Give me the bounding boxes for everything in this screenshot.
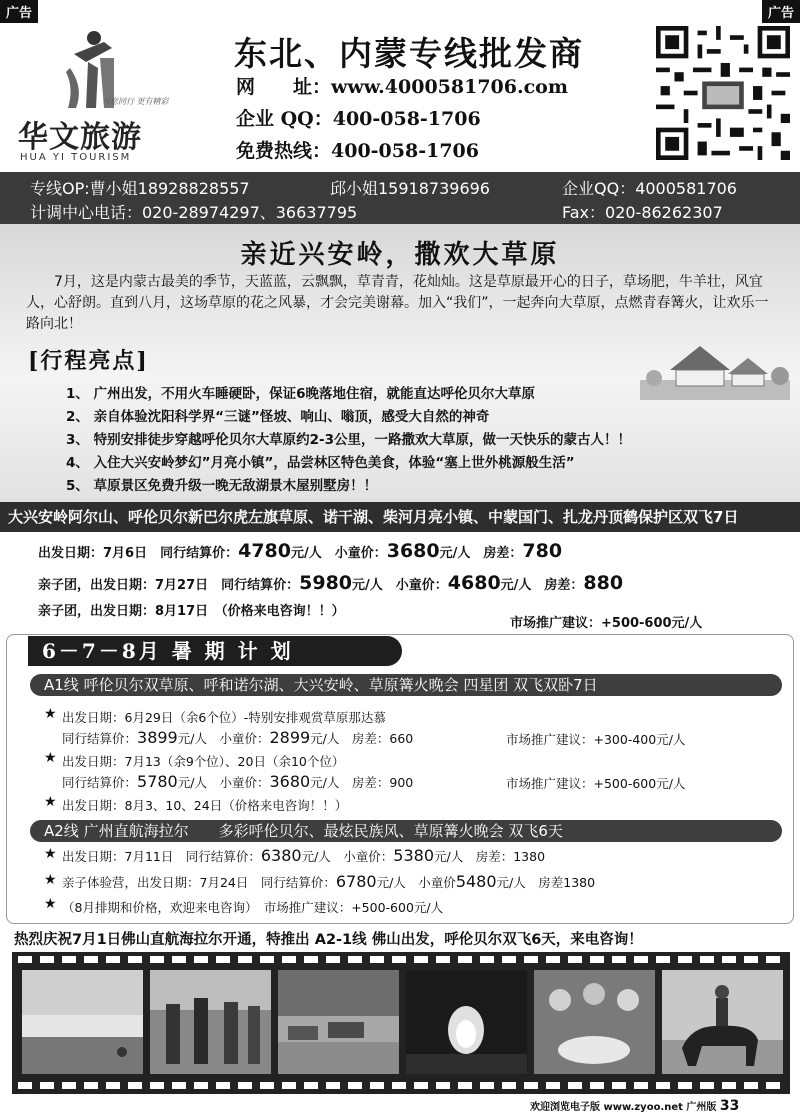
price-label: 元/人 小童价： xyxy=(177,775,270,790)
a2-date-3: （8月排期和价格，欢迎来电咨询） 市场推广建议：+500-600元/人 xyxy=(62,900,444,915)
child-price: 3680 xyxy=(386,540,440,562)
a1-market-2: 市场推广建议：+500-600元/人 xyxy=(506,776,686,791)
film-perforation xyxy=(12,1080,790,1090)
highlight-item: 2、 亲自体验沈阳科学界“三谜”怪坡、响山、嗡顶，感受大自然的神奇 xyxy=(66,409,490,425)
logo-slogan: 与您同行 更有精彩 xyxy=(102,97,169,106)
star-icon: ★ xyxy=(44,794,57,810)
room-diff: 元/人 房差：660 xyxy=(310,731,414,746)
highlight-item: 3、 特别安排徒步穿越呼伦贝尔大草原约2-3公里，一路撒欢大草原，做一天快乐的蒙古人！！ xyxy=(66,432,631,448)
logo-name-en: HUA YI TOURISM xyxy=(20,152,132,163)
a2-date-1 xyxy=(62,846,545,865)
price-label: 亲子体验营，出发日期：7月24日 同行结算价： xyxy=(62,875,336,890)
child-price: 5480 xyxy=(455,872,497,891)
photo-film-strip xyxy=(12,952,790,1094)
trip-row-3: 亲子团，出发日期：8月17日 （价格来电咨询！！） xyxy=(38,604,345,619)
price-label: 元/人 小童价 xyxy=(376,875,456,890)
price-label: 同行结算价： xyxy=(62,731,138,746)
bottom-announcement: 热烈庆祝7月1日佛山直航海拉尔开通，特推出 A2-1线 佛山出发，呼伦贝尔双飞6天，来电咨询！ xyxy=(14,932,643,948)
child-price: 5380 xyxy=(393,846,435,865)
family-dining-photo xyxy=(534,970,655,1074)
hotline-number: 400-058-1706 xyxy=(331,140,479,162)
trip-label: 亲子团，出发日期：7月27日 同行结算价： xyxy=(38,578,300,593)
trip-label: 元/人 房差： xyxy=(500,578,584,593)
highlight-item: 4、 入住大兴安岭梦幻”月亮小镇”，品尝林区特色美食，体验“塞上世外桃源般生活” xyxy=(66,455,575,471)
route-title-bar xyxy=(0,502,800,532)
website-line xyxy=(236,72,568,99)
a1-market-1: 市场推广建议：+300-400元/人 xyxy=(506,732,686,747)
a1-date-2: 出发日期：7月13（余9个位）、20日（余10个位） xyxy=(62,754,345,769)
star-icon: ★ xyxy=(44,872,57,888)
route-title: 大兴安岭阿尔山、呼伦贝尔新巴尔虎左旗草原、诺干湖、柴河月亮小镇、中蒙国门、扎龙丹顶鹤保护区双飞7日 xyxy=(8,508,739,526)
price-label: 同行结算价： xyxy=(62,775,138,790)
ad-tag-left: 广告 xyxy=(0,0,38,23)
a1-date-3: 出发日期：8月3、10、24日（价格来电咨询！！） xyxy=(62,798,348,813)
room-diff: 780 xyxy=(522,540,563,562)
star-icon: ★ xyxy=(44,896,57,912)
company-logo xyxy=(14,28,174,168)
page-footer xyxy=(530,1098,739,1114)
fax: Fax：020-86262307 xyxy=(562,203,723,222)
qr-code-icon[interactable] xyxy=(656,26,790,160)
highlight-item: 5、 草原景区免费升级一晚无敌湖景木屋别墅房！！ xyxy=(66,478,378,494)
hero-paragraph: 7月，这是内蒙古最美的季节，天蓝蓝，云飘飘，草青青，花灿灿。这是草原最开心的日子，草场肥，牛羊壮，风宜人，心舒朗。直到八月，这场草原的花之风暴，才会完美谢幕。加入“我们”，一起奔向大草原，点燃青春篝火，让欢乐一路向北！ xyxy=(26,274,769,332)
pasture-cabins-photo xyxy=(278,970,399,1074)
hotline-line xyxy=(236,136,479,163)
trip-label: 元/人 小童价： xyxy=(352,578,448,593)
a1-line-title: A1线 呼伦贝尔双草原、呼和诺尔湖、大兴安岭、草原篝火晚会 四星团 双飞双卧7日 xyxy=(30,674,782,696)
star-icon: ★ xyxy=(44,846,57,862)
room-diff: 元/人 房差：1380 xyxy=(434,849,546,864)
a2-line-title: A2线 广州直航海拉尔 多彩呼伦贝尔、最炫民族风、草原篝火晚会 双飞6天 xyxy=(30,820,782,842)
film-perforation xyxy=(12,954,790,964)
hero-title: 亲近兴安岭，撒欢大草原 xyxy=(240,240,560,270)
grassland-lake-photo xyxy=(22,970,143,1074)
summer-banner: 6－7－8月 暑 期 计 划 xyxy=(28,636,402,666)
trip-price: 4780 xyxy=(238,540,291,562)
price-value: 3899 xyxy=(137,728,178,747)
market-suggestion: 市场推广建议：+500-600元/人 xyxy=(510,616,703,631)
header-title: 东北、内蒙专线批发商 xyxy=(234,34,584,73)
child-price: 2899 xyxy=(269,728,311,747)
op-contact-2: 邱小姐15918739696 xyxy=(330,179,490,198)
a1-price-1 xyxy=(62,728,413,747)
center-phone: 计调中心电话：020-28974297、36637795 xyxy=(30,203,358,222)
price-value: 6380 xyxy=(260,846,302,865)
corp-qq: 企业QQ：4000581706 xyxy=(562,179,737,198)
room-diff: 元/人 房差：900 xyxy=(310,775,414,790)
bonfire-night-photo xyxy=(406,970,527,1074)
horse-rider-photo xyxy=(662,970,783,1074)
footer-edition: 广州版 xyxy=(686,1102,717,1113)
trip-row-2 xyxy=(38,572,623,594)
a1-price-2 xyxy=(62,772,413,791)
child-price: 4680 xyxy=(447,572,501,594)
child-price: 3680 xyxy=(269,772,311,791)
price-label: 出发日期：7月11日 同行结算价： xyxy=(62,849,261,864)
hotline-label: 免费热线： xyxy=(236,140,332,162)
contact-bar xyxy=(0,172,800,224)
house-landscape-image xyxy=(640,340,790,400)
website-link[interactable]: www.4000581706.com xyxy=(331,76,568,98)
qq-label: 企业 QQ： xyxy=(236,108,333,130)
price-value: 6780 xyxy=(335,872,377,891)
price-label: 元/人 小童价： xyxy=(177,731,270,746)
trip-price: 5980 xyxy=(299,572,353,594)
star-icon: ★ xyxy=(44,750,57,766)
qq-number: 400-058-1706 xyxy=(332,108,481,130)
trip-row-1 xyxy=(38,540,562,562)
page-number: 33 xyxy=(719,1098,740,1114)
price-value: 5780 xyxy=(137,772,178,791)
horse-riders-photo xyxy=(150,970,271,1074)
a2-date-2 xyxy=(62,872,595,891)
star-icon: ★ xyxy=(44,706,57,722)
ad-tag-right: 广告 xyxy=(762,0,800,23)
highlights-label: [行程亮点] xyxy=(28,348,149,374)
op-contact: 专线OP:曹小姐18928828557 xyxy=(30,179,250,198)
website-label: 网 址： xyxy=(236,76,332,98)
room-diff: 880 xyxy=(583,572,624,594)
a1-date-1: 出发日期：6月29日（余6个位）-特别安排观赏草原那达慕 xyxy=(62,710,386,725)
room-diff: 元/人 房差1380 xyxy=(496,875,596,890)
highlight-item: 1、 广州出发，不用火车睡硬卧，保证6晚落地住宿，就能直达呼伦贝尔大草原 xyxy=(66,386,535,402)
price-label: 元/人 小童价： xyxy=(301,849,394,864)
footer-text: 欢迎浏览电子版 www.zyoo.net xyxy=(530,1102,683,1113)
logo-name: 华文旅游 xyxy=(18,120,142,155)
trip-label: 出发日期：7月6日 同行结算价： xyxy=(38,546,239,561)
trip-label: 元/人 小童价： xyxy=(290,546,387,561)
qq-line xyxy=(236,104,481,131)
trip-label: 元/人 房差： xyxy=(439,546,523,561)
